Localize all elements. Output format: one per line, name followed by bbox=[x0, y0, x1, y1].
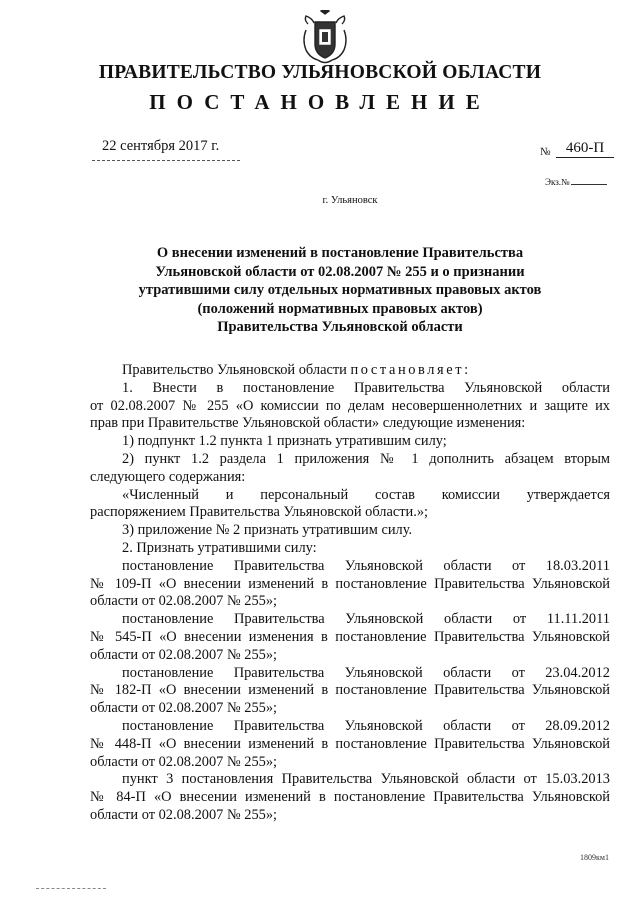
body-line: постановление Правительства Ульяновской области от 23.04.2012 bbox=[122, 664, 610, 681]
title-line: утратившими силу отдельных нормативных правовых актов bbox=[138, 282, 542, 298]
body-line: 1. Внести в постановление Правительства Ульяновской области bbox=[122, 379, 610, 396]
body-line: от 02.08.2007 № 255 «О комиссии по делам несовершеннолетних и защите их bbox=[90, 397, 610, 414]
body-line: прав при Правительстве Ульяновской области» следующие изменения: bbox=[90, 415, 526, 432]
preamble bbox=[90, 362, 610, 380]
city: г. Ульяновск bbox=[322, 195, 378, 206]
title-line: Ульяновской области от 02.08.2007 № 255 и о признании bbox=[155, 263, 525, 280]
organization-name: ПРАВИТЕЛЬСТВО УЛЬЯНОВСКОЙ ОБЛАСТИ bbox=[98, 62, 542, 83]
body-line: области от 02.08.2007 № 255»; bbox=[90, 646, 278, 663]
coat-of-arms-icon bbox=[300, 10, 350, 66]
preamble-text: Правительство Ульяновской области bbox=[122, 362, 347, 378]
body-line: 2. Признать утратившими силу: bbox=[122, 539, 317, 556]
body-line: № 182-П «О внесении изменений в постановление Правительства Ульяновской bbox=[90, 682, 610, 699]
document-type: ПОСТАНОВЛЕНИЕ bbox=[149, 90, 491, 114]
body-line: постановление Правительства Ульяновской области от 28.09.2012 bbox=[122, 717, 610, 734]
title-line: О внесении изменений в постановление Правительства bbox=[156, 245, 524, 261]
date-underline bbox=[92, 160, 240, 161]
body-line: пункт 3 постановления Правительства Ульяновской области от 15.03.2013 bbox=[122, 771, 610, 788]
document-title bbox=[100, 244, 580, 337]
copy-label: Экз.№ bbox=[545, 177, 570, 187]
body-line: области от 02.08.2007 № 255»; bbox=[90, 700, 278, 717]
body-line: № 84-П «О внесении изменений в постановление Правительства Ульяновской bbox=[90, 789, 610, 806]
body-line: № 109-П «О внесении изменений в постановление Правительства Ульяновской bbox=[90, 575, 610, 592]
document-date: 22 сентября 2017 г. bbox=[102, 138, 220, 154]
body-line: постановление Правительства Ульяновской области от 11.11.2011 bbox=[122, 611, 610, 628]
body-line: следующего содержания: bbox=[90, 468, 246, 485]
number-prefix: № bbox=[540, 146, 551, 158]
preamble-verb: постановляет: bbox=[350, 362, 471, 378]
footer-code: 1809км1 bbox=[580, 853, 609, 862]
body-line: постановление Правительства Ульяновской области от 18.03.2011 bbox=[122, 557, 610, 574]
scan-mark bbox=[36, 888, 106, 889]
body-line: области от 02.08.2007 № 255»; bbox=[90, 753, 278, 770]
title-line: (положений нормативных правовых актов) bbox=[197, 300, 483, 317]
body-line: 3) приложение № 2 признать утратившим силу. bbox=[122, 522, 413, 539]
body-line: «Численный и персональный состав комиссии утверждается bbox=[122, 486, 610, 503]
title-line: Правительства Ульяновской области bbox=[217, 319, 463, 335]
copy-number-blank bbox=[571, 184, 607, 185]
document-body bbox=[90, 362, 610, 825]
body-line: № 545-П «О внесении изменения в постановление Правительства Ульяновской bbox=[90, 628, 610, 645]
body-line: области от 02.08.2007 № 255»; bbox=[90, 806, 278, 823]
body-line: 1) подпункт 1.2 пункта 1 признать утратившим силу; bbox=[122, 433, 447, 450]
copy-number bbox=[545, 177, 607, 187]
body-line: № 448-П «О внесении изменений в постановление Правительства Ульяновской bbox=[90, 735, 610, 752]
body-line: 2) пункт 1.2 раздела 1 приложения № 1 дополнить абзацем вторым bbox=[122, 450, 610, 467]
document-number: 460-П bbox=[556, 140, 614, 158]
body-line: распоряжением Правительства Ульяновской области.»; bbox=[90, 504, 429, 521]
body-line: области от 02.08.2007 № 255»; bbox=[90, 593, 278, 610]
